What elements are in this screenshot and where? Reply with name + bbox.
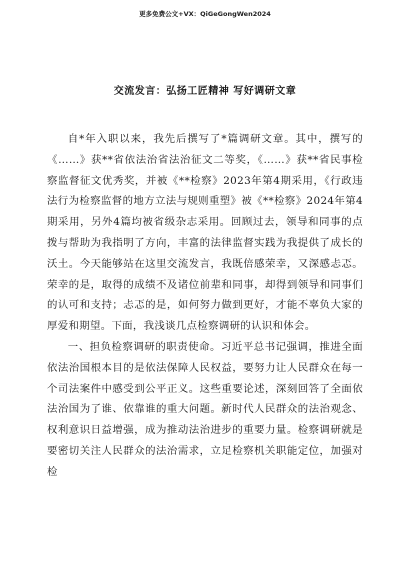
paragraph-intro: 自*年入职以来，我先后撰写了*篇调研文章。其中，撰写的《……》获**省依法治省法治征文二等奖，《……》获**省民事检察监督征文优秀奖，并被《**检察》2023年第4期采用，《行政违法行为检察监督的地方立法与规则重塑》被《**检察》2024年第4期采用，另外4篇均被省级杂志采用。回顾过去，领导和同事的点拨与帮助为我指明了方向，丰富的法律监督实践为我提供了成长的沃土。今天能够站在这里交流发言，我既倍感荣幸，又深感忐忑。荣幸的是，取得的成绩不及诸位前辈和同事，却得到领导和同事们的认可和支持；忐忑的是，如何努力做到更好，才能不辜负大家的厚爱和期望。下面，我浅谈几点检察调研的认识和体会。 [47,133,363,333]
document-body [47,129,363,483]
paragraph-section-1: 一、担负检察调研的职责使命。习近平总书记强调，推进全面依法治国根本目的是依法保障人民权益，要努力让人民群众在每一个司法案件中感受到公平正义。这些重要论述，深刻回答了全面依法治国为了谁、依靠谁的重大问题。新时代人民群众的法治观念、权利意识日益增强，成为推动法治进步的重要力量。检察调研就是要密切关注人民群众的法治需求，立足检察机关职能定位，加强对检 [47,340,363,478]
document-title: 交流发言：弘扬工匠精神 写好调研文章 [113,86,297,97]
header-note: 更多免费公文+VX：QiGeGongWen2024 [139,10,271,18]
